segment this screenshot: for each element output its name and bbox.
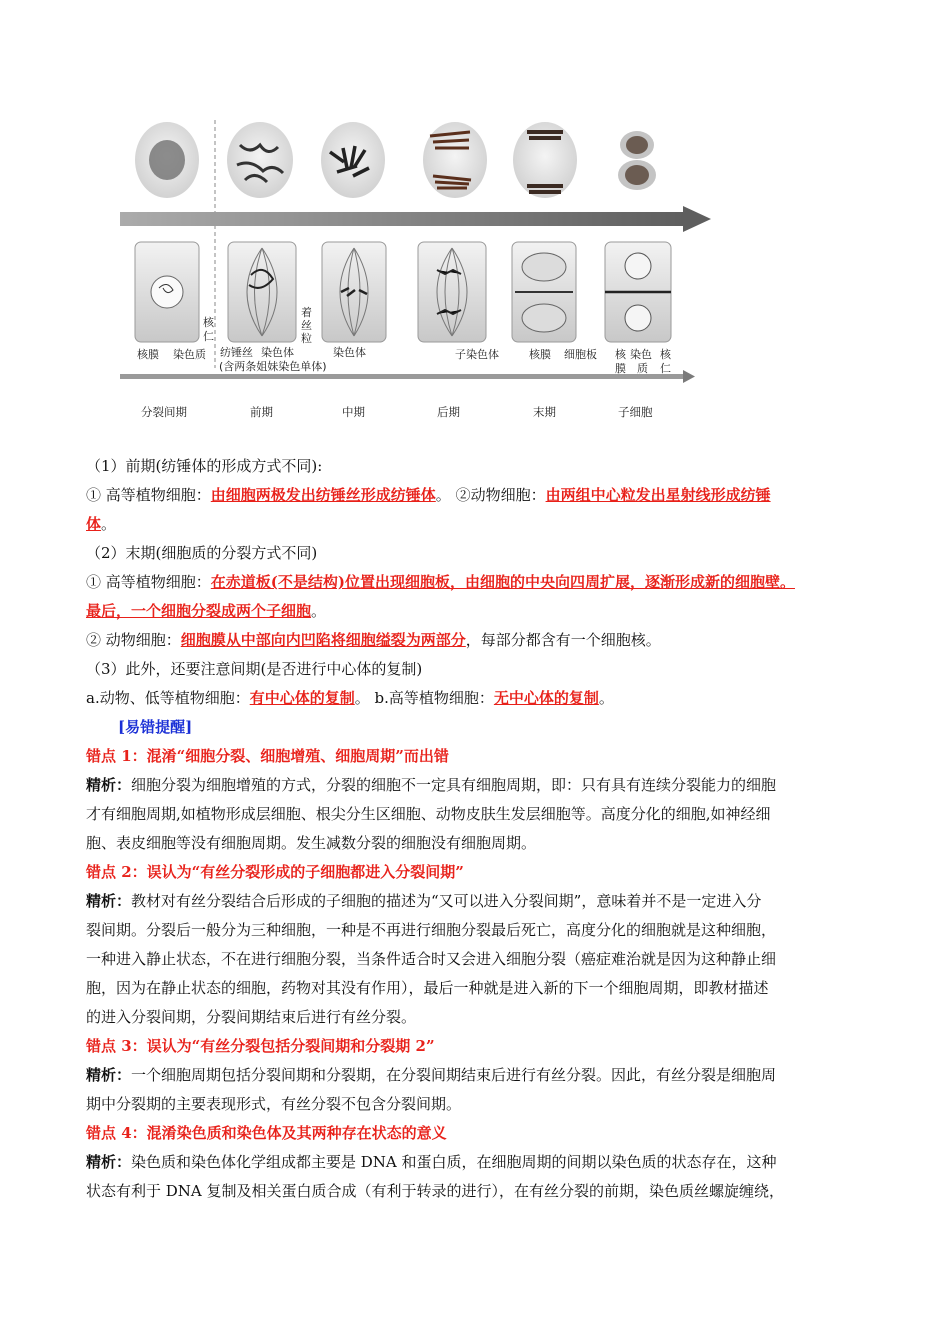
content-body [86,452,866,1206]
label-chromatin: 染色质 [173,348,206,361]
section-1-line-1 [86,481,866,510]
cell-division-figure [115,110,715,430]
error-4-body-2: 状态有利于 DNA 复制及相关蛋白质合成（有利于转录的进行），在有丝分裂的前期，染色质丝螺旋缠绕， [86,1182,785,1200]
s3-animal-answer: 有中心体的复制 [249,689,355,707]
s1-animal-answer-cont: 体 [86,515,102,533]
section-2-line-3 [86,626,866,655]
phase-metaphase: 中期 [342,405,365,419]
label-nucleolus-1: 核 [203,316,214,329]
section-3-heading: （3）此外，还要注意间期(是否进行中心体的复制) [86,660,423,678]
phase-prophase: 前期 [250,405,273,419]
label-cell-plate: 细胞板 [564,348,597,361]
label-centromere-1: 着 [301,306,312,319]
s2-plant-label: ① 高等植物细胞： [86,573,211,591]
s1-animal-label: 。 ②动物细胞： [435,486,546,504]
label-nuclear-membrane-telophase: 核膜 [529,348,551,361]
section-3-line-1 [86,684,866,713]
s3-plant-answer: 无中心体的复制 [493,689,599,707]
error-2-body-4: 胞，因为在静止状态的细胞，药物对其没有作用），最后一种就是进入新的下一个细胞周期，即教材描述 [86,979,769,997]
tip-title-text: [易错提醒] [118,718,193,736]
label-chromosome-metaphase: 染色体 [333,346,366,359]
error-3-body-2: 期中分裂期的主要表现形式，有丝分裂不包含分裂间期。 [86,1095,462,1113]
phase-daughter-cells: 子细胞 [618,405,653,419]
section-2-line-1 [86,568,866,597]
error-3-text-1: 一个细胞周期包括分裂间期和分裂期，在分裂间期结束后进行有丝分裂。因此，有丝分裂是细胞周 [131,1066,777,1084]
label-nuclear-membrane: 核膜 [137,348,159,361]
s3-end: 。 [598,689,614,707]
error-1-body-2: 才有细胞周期,如植物形成层细胞、根尖分生区细胞、动物皮肤生发层细胞等。高度分化的细胞,如神经细 [86,805,771,823]
section-2-heading: （2）末期(细胞质的分裂方式不同) [86,544,318,562]
s3-plant-label: 。 b.高等植物细胞： [354,689,494,707]
error-4-label: 精析： [86,1153,132,1171]
label-chromatin-daughter-2: 质 [637,362,648,375]
error-3-body-1 [86,1061,866,1090]
error-2-title: 错点 2：误认为“有丝分裂形成的子细胞都进入分裂间期” [86,863,464,881]
s2-animal-answer: 细胞膜从中部向内凹陷将细胞缢裂为两部分 [180,631,466,649]
error-1-body-1 [86,771,866,800]
s1-animal-answer: 由两组中心粒发出星射线形成纺锤 [545,486,771,504]
label-daughter-chromosome: 子染色体 [455,348,499,361]
error-4-body-1 [86,1148,866,1177]
error-3-title: 错点 3：误认为“有丝分裂包括分裂间期和分裂期 2” [86,1037,435,1055]
error-1-label: 精析： [86,776,132,794]
s1-end: 。 [101,515,117,533]
s2-end: 。 [311,602,327,620]
phase-timeline [120,370,695,383]
label-nucleolus-daughter-2: 仁 [660,362,671,375]
label-chromatin-daughter-1: 染色 [630,348,652,361]
phase-anaphase: 后期 [437,405,460,419]
error-2-label: 精析： [86,892,132,910]
label-nucleolus-2: 仁 [203,330,214,343]
s1-plant-label: ① 高等植物细胞： [86,486,211,504]
timeline-arrow [120,206,711,232]
micrograph-row [135,122,656,198]
label-centromere-2: 丝 [301,319,312,332]
error-1-text-1: 细胞分裂为细胞增殖的方式，分裂的细胞不一定具有细胞周期，即：只有具有连续分裂能力的细胞 [131,776,777,794]
s1-plant-answer: 由细胞两极发出纺锤丝形成纺锤体 [210,486,436,504]
error-4-text-1: 染色质和染色体化学组成都主要是 DNA 和蛋白质，在细胞周期的间期以染色质的状态存在，这种 [131,1153,777,1171]
label-chromosome: 染色体 [261,346,294,359]
error-1-title: 错点 1：混淆“细胞分裂、细胞增殖、细胞周期”而出错 [86,747,449,765]
phase-interphase: 分裂间期 [141,405,187,419]
s2-animal-label: ② 动物细胞： [86,631,181,649]
error-4-title: 错点 4：混淆染色质和染色体及其两种存在状态的意义 [86,1124,447,1142]
error-2-body-1 [86,887,866,916]
s3-animal-label: a.动物、低等植物细胞： [86,689,250,707]
error-2-body-3: 一种进入静止状态，不在进行细胞分裂，当条件适合时又会进入细胞分裂（癌症难治就是因为这种静止细 [86,950,777,968]
error-3-label: 精析： [86,1066,132,1084]
section-1-line-2 [86,510,866,539]
phase-telophase: 末期 [533,405,556,419]
label-nucleolus-daughter-1: 核 [660,348,671,361]
label-membrane-2: 膜 [615,362,626,375]
label-spindle-fiber: 纺锤丝 [220,346,253,359]
s2-animal-end: ，每部分都含有一个细胞核。 [465,631,661,649]
label-nuclear-1: 核 [615,348,626,361]
error-2-body-2: 裂间期。分裂后一般分为三种细胞，一种是不再进行细胞分裂最后死亡，高度分化的细胞就是这种细胞， [86,921,777,939]
label-centromere-3: 粒 [301,332,312,345]
section-1-heading: （1）前期(纺锤体的形成方式不同): [86,457,323,475]
error-1-body-3: 胞、表皮细胞等没有细胞周期。发生减数分裂的细胞没有细胞周期。 [86,834,537,852]
s2-plant-answer: 在赤道板(不是结构)位置出现细胞板，由细胞的中央向四周扩展，逐渐形成新的细胞壁。 [210,573,795,591]
tip-title [86,713,866,742]
label-sister-chromatids: (含两条姐妹染色单体) [219,360,327,373]
error-2-text-1: 教材对有丝分裂结合后形成的子细胞的描述为“又可以进入分裂间期”，意味着并不是一定进入分 [131,892,762,910]
s2-plant-answer-cont: 最后，一个细胞分裂成两个子细胞 [86,602,312,620]
error-2-body-5: 的进入分裂间期，分裂间期结束后进行有丝分裂。 [86,1008,417,1026]
section-2-line-2 [86,597,866,626]
